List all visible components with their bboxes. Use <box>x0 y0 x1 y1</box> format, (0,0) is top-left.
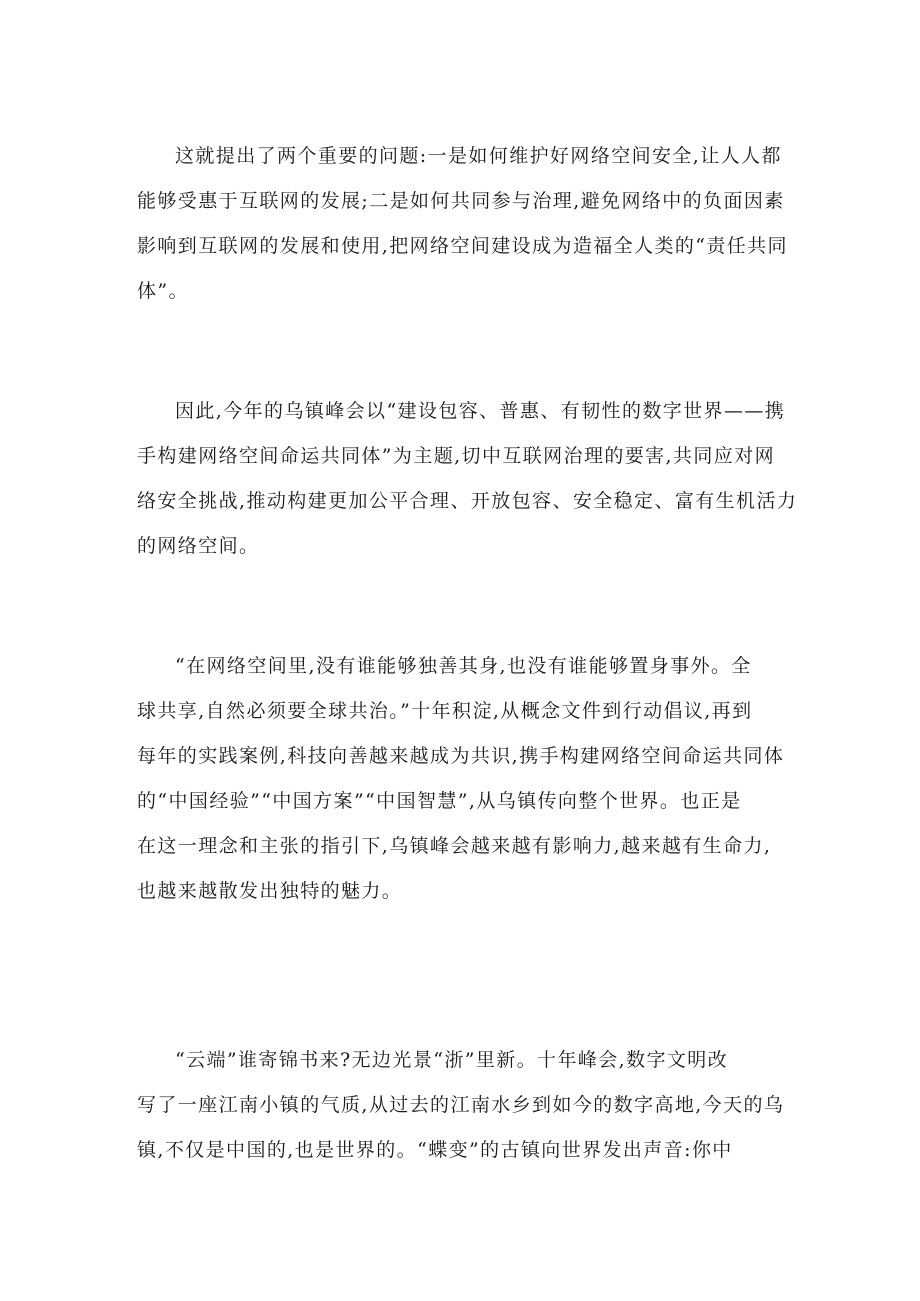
text-line: 镇,不仅是中国的,也是世界的。“蝶变”的古镇向世界发出声音:你中 <box>137 1139 733 1161</box>
text-line: 也越来越散发出独特的魅力。 <box>137 880 403 902</box>
text-line: 球共享,自然必须要全球共治。”十年积淀,从概念文件到行动倡议,再到 <box>137 700 753 722</box>
text-line: 每年的实践案例,科技向善越来越成为共识,携手构建网络空间命运共同体 <box>137 745 785 767</box>
text-line: 络安全挑战,推动构建更加公平合理、开放包容、安全稳定、富有生机活力 <box>137 490 798 512</box>
text-line: 手构建网络空间命运共同体”为主题,切中互联网治理的要害,共同应对网 <box>137 445 775 467</box>
text-line: 因此,今年的乌镇峰会以“建设包容、普惠、有韧性的数字世界——携 <box>175 400 786 422</box>
text-line: “在网络空间里,没有谁能够独善其身,也没有谁能够置身事外。全 <box>175 655 752 677</box>
text-line: 在这一理念和主张的指引下,乌镇峰会越来越有影响力,越来越有生命力, <box>137 835 772 857</box>
text-line: 写了一座江南小镇的气质,从过去的江南水乡到如今的数字高地,今天的乌 <box>137 1094 785 1116</box>
text-line: 体”。 <box>137 280 189 302</box>
paragraph-2 <box>137 389 797 569</box>
text-line: 影响到互联网的发展和使用,把网络空间建设成为造福全人类的“责任共同 <box>137 235 788 257</box>
paragraph-3 <box>137 644 797 914</box>
text-line: “云端”谁寄锦书来?无边光景“浙”里新。十年峰会,数字文明改 <box>175 1049 729 1071</box>
text-line: 这就提出了两个重要的问题:一是如何维护好网络空间安全,让人人都 <box>175 145 782 167</box>
text-line: 的网络空间。 <box>137 535 260 557</box>
text-line: 的“中国经验”“中国方案”“中国智慧”,从乌镇传向整个世界。也正是 <box>137 790 742 812</box>
paragraph-1 <box>137 134 797 314</box>
text-line: 能够受惠于互联网的发展;二是如何共同参与治理,避免网络中的负面因素 <box>137 190 785 212</box>
paragraph-4 <box>137 1038 797 1173</box>
